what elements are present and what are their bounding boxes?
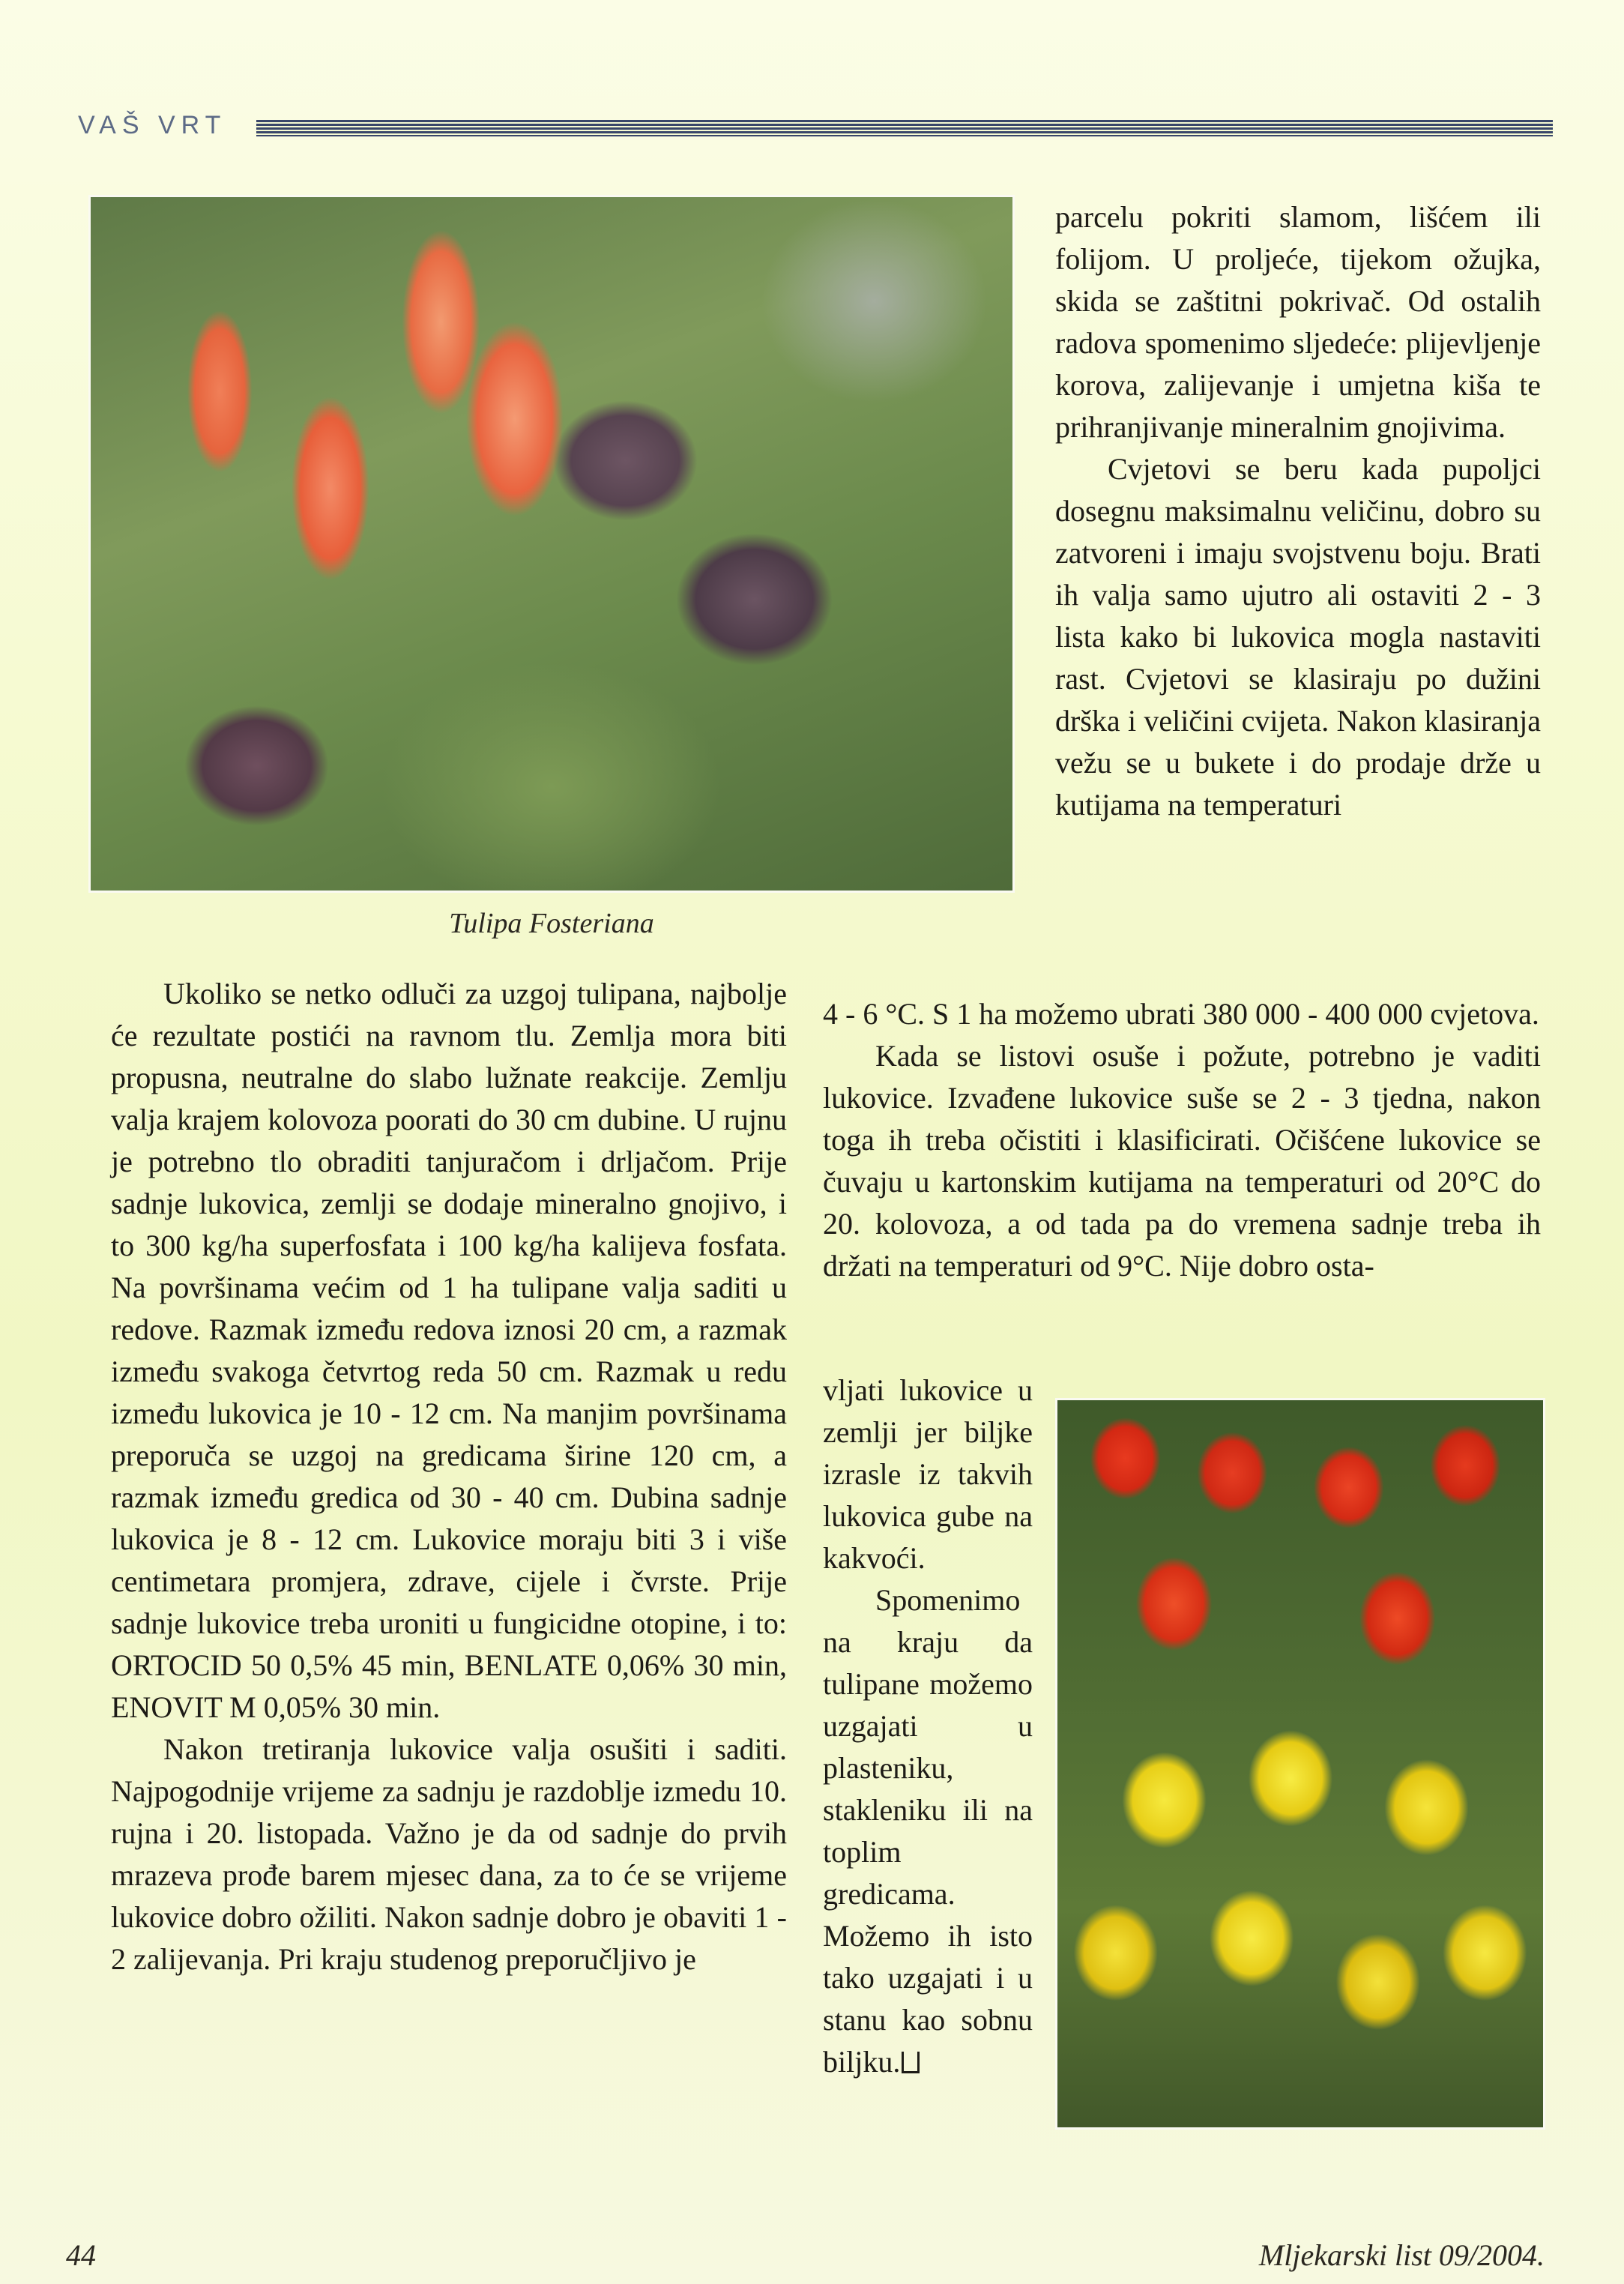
paragraph: Kada se listovi osuše i požute, potrebno je vaditi lukovice. Izvađene lukovice suše se 2 - 3 tjedna, nakon toga ih treba očistiti i klasificirati. Očišćene lukovice se čuvaju u kartonskim kutijama na temperaturi od 20°C do 20. kolovoza, a od tada pa do vremena sadnje treba ih držati na temperaturi od 9°C. Nije dobro osta- [823, 1039, 1541, 1283]
end-of-article-icon [902, 2052, 920, 2073]
paragraph: Nakon tretiranja lukovice valja osušiti i saditi. Najpogodnije vrijeme za sadnju je razdoblje izmedu 10. rujna i 20. listopada. Važno je da od sadnje do prvih mrazeva prođe barem mjesec dana, za to će se vrijeme lukovice dobro ožiliti. Nakon sadnje dobro je obaviti 1 - 2 zalijevanja. Pri kraju studenog preporučljivo je [111, 1732, 787, 1976]
section-header [78, 111, 1553, 156]
paragraph: vljati lukovice u zemlji jer biljke izrasle iz takvih lukovica gube na kakvoći. [823, 1373, 1033, 1575]
tulips-pansies-photo [88, 195, 1015, 893]
page-number: 44 [66, 2238, 96, 2272]
header-rule [256, 120, 1553, 136]
paragraph-text: Spomenimo na kraju da tulipane možemo uzgajati u plasteniku, stakleniku ili na toplim gredicama. Možemo ih isto tako uzgajati i u stanu kao sobnu biljku. [823, 1583, 1033, 2079]
paragraph: Ukoliko se netko odluči za uzgoj tulipana, najbolje će rezultate postići na ravnom tlu. Zemlja mora biti propusna, neutralne do slabo lužnate reakcije. Zemlju valja krajem kolovoza poorati do 30 cm dubine. U rujnu je potrebno tlo obraditi tanjuračom i drljačom. Prije sadnje lukovica, zemlji se dodaje mineralno gnojivo, i to 300 kg/ha superfosfata i 100 kg/ha kalijeva fosfata. Na površinama većim od 1 ha tulipane valja saditi u redove. Razmak između redova iznosi 20 cm, a razmak između svakoga četvrtog reda 50 cm. Razmak u redu između lukovica je 10 - 12 cm. Na manjim površinama preporuča se uzgoj na gredicama širine 120 cm, a razmak između gredica od 30 - 40 cm. Dubina sadnje lukovica je 8 - 12 cm. Lukovice moraju biti 3 i više centimetara promjera, zdrave, cijele i čvrste. Prije sadnje lukovice treba uroniti u fungicidne otopine, i to: ORTOCID 50 0,5% 45 min, BENLATE 0,06% 30 min, ENOVIT M 0,05% 30 min. [111, 977, 787, 1724]
paragraph [823, 1579, 1033, 2083]
right-column-continued [823, 993, 1541, 1287]
photo-caption: Tulipa Fosteriana [449, 908, 654, 939]
right-column-top [1055, 196, 1541, 826]
paragraph: Cvjetovi se beru kada pupoljci dosegnu maksimalnu veličinu, dobro su zatvoreni i imaju svojstvenu boju. Brati ih valja samo ujutro ali ostaviti 2 - 3 lista kako bi lukovica mogla nastaviti rast. Cvjetovi se klasiraju po dužini drška i veličini cvijeta. Nakon klasiranja vežu se u bukete i do prodaje drže u kutijama na temperaturi [1055, 452, 1541, 822]
section-label: VAŠ VRT [78, 111, 227, 139]
paragraph: 4 - 6 °C. S 1 ha možemo ubrati 380 000 - 400 000 cvjetova. [823, 997, 1539, 1031]
right-narrow-column [823, 1370, 1033, 2083]
paragraph: parcelu pokriti slamom, lišćem ili folijom. U proljeće, tijekom ožujka, skida se zaštitni pokrivač. Od ostalih radova spomenimo sljedeće: plijevljenje korova, zalijevanje i umjetna kiša te prihranjivanje mineralnim gnojivima. [1055, 200, 1541, 444]
left-column [111, 973, 787, 1980]
publication-name: Mljekarski list 09/2004. [1258, 2238, 1545, 2272]
tulip-bed-photo [1055, 1398, 1545, 2130]
